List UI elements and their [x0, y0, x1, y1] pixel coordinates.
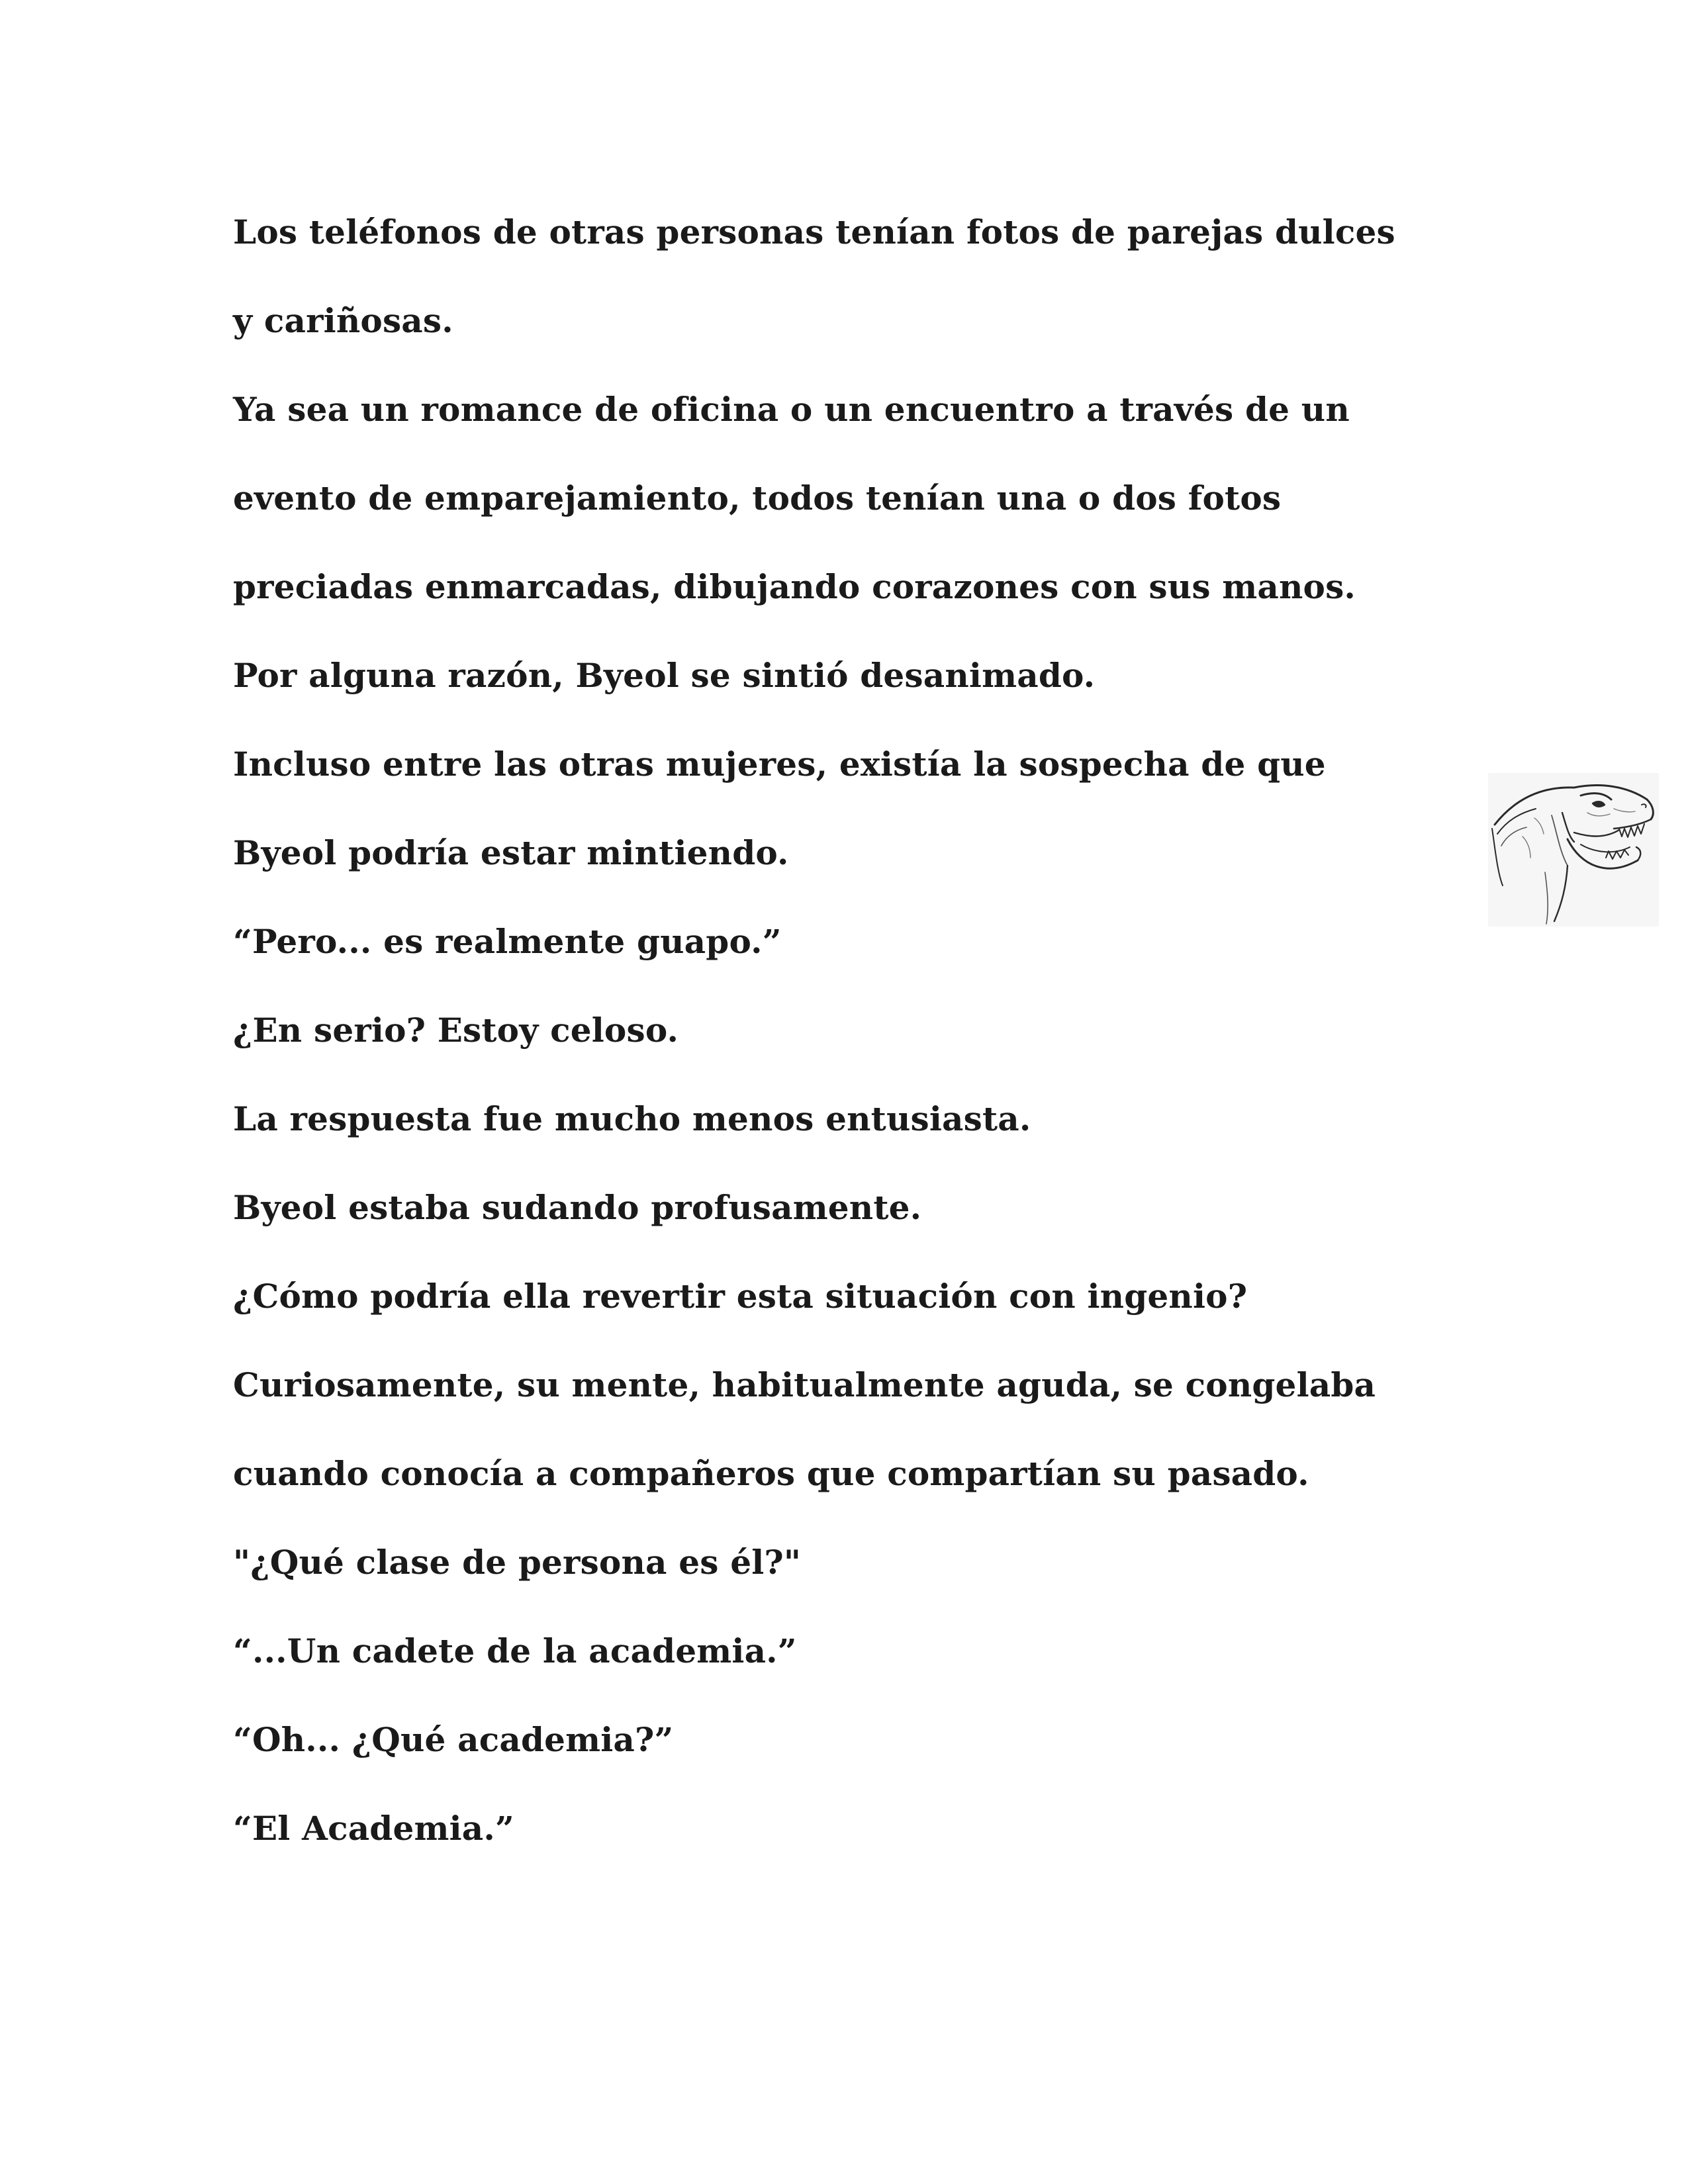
text-line: “...Un cadete de la academia.”: [233, 1631, 797, 1670]
text-line: “Oh... ¿Qué academia?”: [233, 1720, 674, 1759]
document-text: [233, 188, 1491, 1873]
text-line: La respuesta fue mucho menos entusiasta.: [233, 1099, 1031, 1138]
text-line: ¿Cómo podría ella revertir esta situación con ingenio?: [233, 1277, 1248, 1316]
text-line: Ya sea un romance de oficina o un encuentro a través de un: [233, 390, 1350, 429]
text-line: preciadas enmarcadas, dibujando corazones con sus manos.: [233, 567, 1356, 606]
text-line: "¿Qué clase de persona es él?": [233, 1543, 802, 1582]
text-line: Por alguna razón, Byeol se sintió desanimado.: [233, 656, 1096, 695]
text-line: evento de emparejamiento, todos tenían una o dos fotos: [233, 478, 1282, 518]
dinosaur-head-sketch-icon: [1488, 773, 1659, 927]
text-line: Los teléfonos de otras personas tenían fotos de parejas dulces: [233, 212, 1395, 251]
text-line: “El Academia.”: [233, 1809, 514, 1848]
text-line: y cariñosas.: [233, 301, 453, 340]
text-line: “Pero... es realmente guapo.”: [233, 922, 782, 961]
text-line: Incluso entre las otras mujeres, existía la sospecha de que: [233, 745, 1326, 784]
text-line: Byeol estaba sudando profusamente.: [233, 1188, 922, 1227]
text-line: Curiosamente, su mente, habitualmente aguda, se congelaba: [233, 1365, 1376, 1404]
text-line: Byeol podría estar mintiendo.: [233, 833, 789, 872]
text-line: cuando conocía a compañeros que compartían su pasado.: [233, 1454, 1309, 1493]
text-line: ¿En serio? Estoy celoso.: [233, 1011, 679, 1050]
